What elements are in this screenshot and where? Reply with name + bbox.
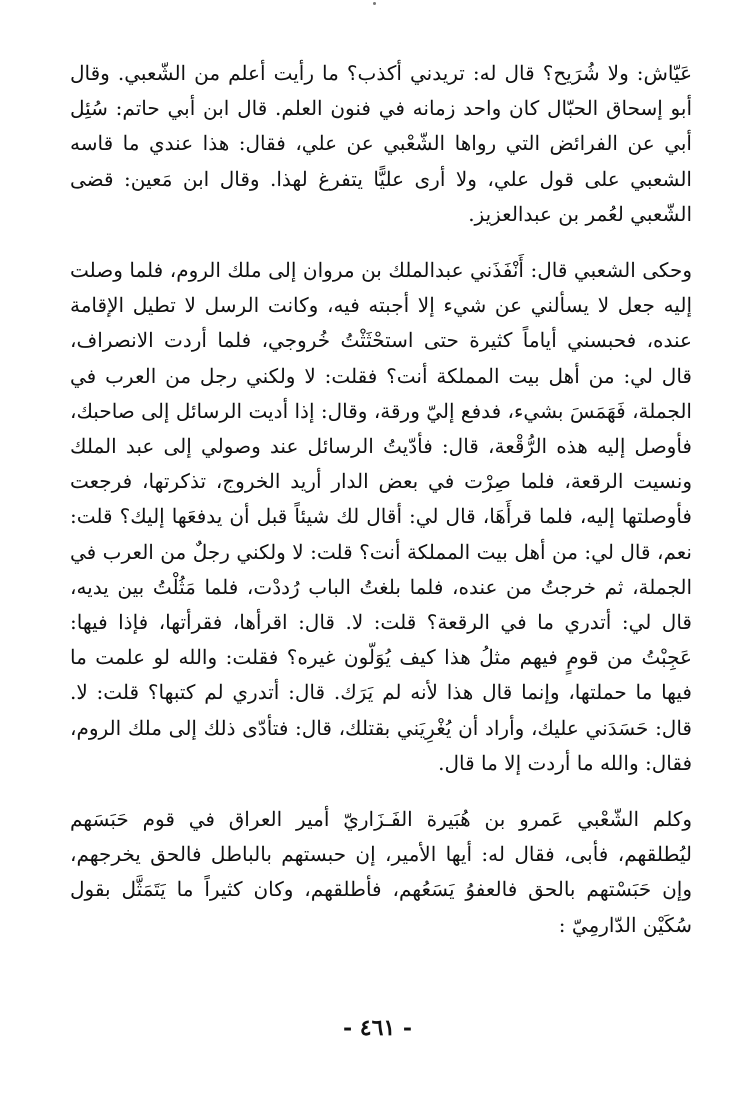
page-body bbox=[70, 56, 692, 943]
paragraph-1: عَيّاش: ولا شُرَيح؟ قال له: تريدني أكذب؟ ما رأيت أعلم من الشّعبي. وقال أبو إسحاق الحبّال كان واحد زمانه في فنون العلم. قال ابن أبي حاتم: سُئِل أبي عن الفرائض التي رواها الشّعْبي عن علي، فقال: هذا عندي ما قاسه الشعبي على قول علي، ولا أرى عليًّا يتفرغ لهذا. وقال ابن مَعين: قضى الشّعبي لعُمر بن عبدالعزيز. bbox=[70, 61, 693, 226]
scan-dot bbox=[373, 2, 376, 5]
paragraph-3: وكلم الشّعْبي عَمرو بن هُبَيرة الفَـزَاريّ أمير العراق في قوم حَبَسَهم ليُطلقهم، فأبى، فقال له: أيها الأمير، إن حبستهم بالباطل فالحق يخرجهم، وإن حَبَسْتهم بالحق فالعفوُ يَسَعُهم، فأطلقهم، وكان كثيراً ما يَتَمَثَّل بقول سُكَيْن الدّارمِيّ : bbox=[70, 807, 692, 937]
paragraph-2: وحكى الشعبي قال: أَنْفَذَني عبدالملك بن مروان إلى ملك الروم، فلما وصلت إليه جعل لا يسألني عن شيء إلا أجبته فيه، وكانت الرسل لا تطيل الإقامة عنده، فحبسني أياماً كثيرة حتى استحْثَثْتُ خُروجي، فلما أردت الانصراف، قال لي: من أهل بيت المملكة أنت؟ فقلت: لا ولكني رجل من العرب في الجملة، فَهَمَسَ بشيء، فدفع إليّ ورقة، وقال: إذا أديت الرسائل إلى صاحبك، فأوصل إليه هذه الرُّقْعة، قال: فأدّيتُ الرسائل عند وصولي إلى عبد الملك ونسيت الرقعة، فلما صِرْت في بعض الدار أريد الخروج، تذكرتها، فرجعت فأوصلتها إليه، فلما قرأَهَا، قال لي: أقال لك شيئاً قبل أن يدفعَها إليك؟ قلت: نعم، قال لي: من أهل بيت المملكة أنت؟ قلت: لا ولكني رجلٌ من العرب في الجملة، ثم خرجتُ من عنده، فلما بلغتُ الباب رُددْت، فلما مَثُلْتُ بين يديه، قال لي: أتدري ما في الرقعة؟ قلت: لا. قال: اقرأها، فقرأتها، فإذا فيها: عَجِبْتُ من قومٍ فيهم مثلُ هذا كيف يُوَلّون غيره؟ فقلت: والله لو علمت ما فيها ما حملتها، وإنما قال هذا لأنه لم يَرَك. قال: أتدري لم كتبها؟ قلت: لا. قال: حَسَدَني عليك، وأراد أن يُغْرِيَني بقتلك، قال: فتأدّى ذلك إلى ملك الروم، فقال: والله ما أردت إلا ما قال. bbox=[70, 258, 692, 775]
page-number: - ٤٦١ - bbox=[342, 1015, 413, 1041]
